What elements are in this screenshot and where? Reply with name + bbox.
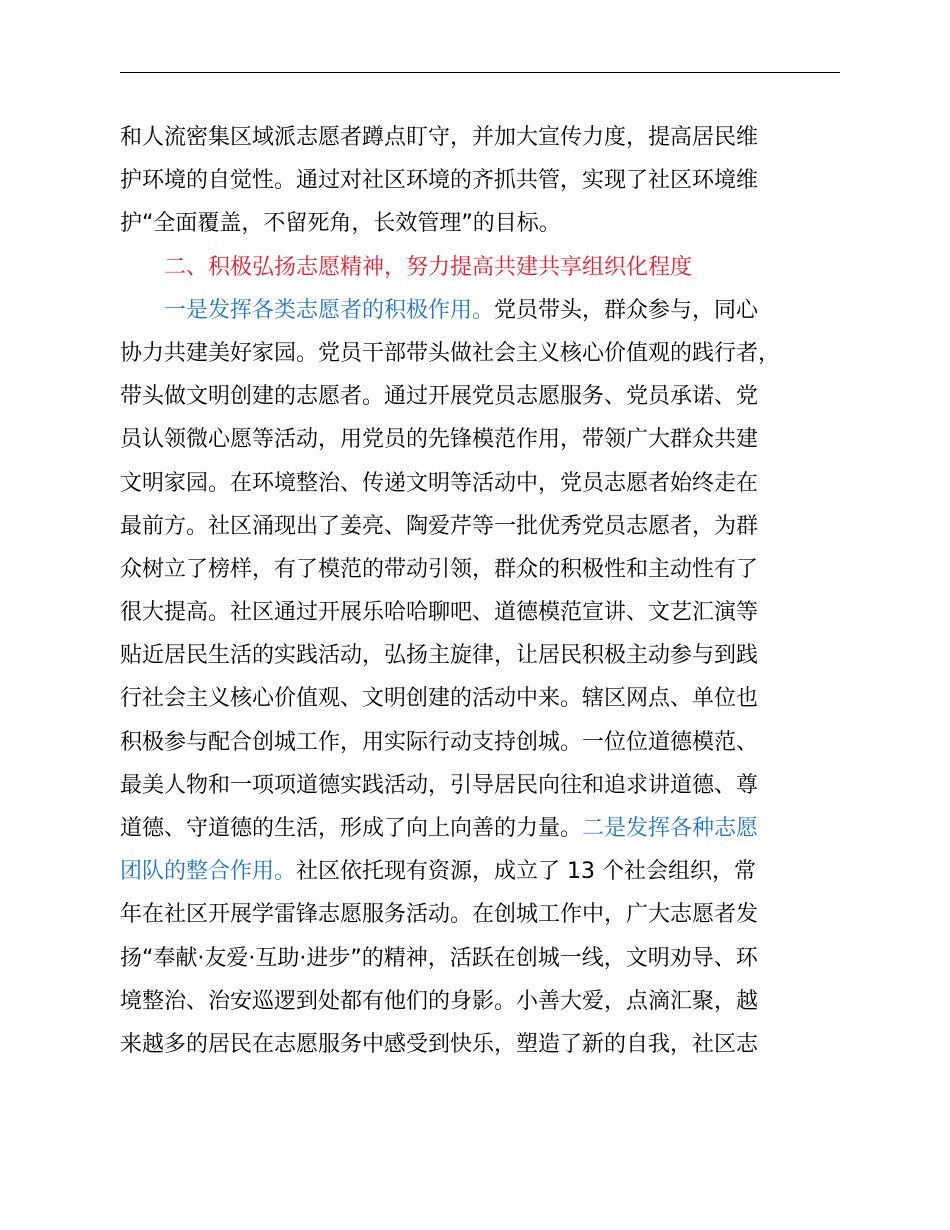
- highlight-text: 团队的整合作用。: [120, 859, 297, 885]
- paragraph-line: 最前方。社区涌现出了姜亮、陶爱芹等一批优秀党员志愿者，为群: [120, 513, 759, 539]
- header-rule: [120, 72, 840, 73]
- paragraph-line: 年在社区开展学雷锋志愿服务活动。在创城工作中，广大志愿者发: [120, 902, 759, 928]
- paragraph-line: 扬“奉献·友爱·互助·进步”的精神，活跃在创城一线，文明劝导、环: [120, 945, 758, 971]
- highlight-text: 一是发挥各类志愿者的积极作用。: [164, 297, 495, 323]
- body-text: 社区依托现有资源，成立了 13 个社会组织，常: [296, 859, 756, 885]
- paragraph-line: [120, 289, 842, 332]
- paragraph-line: 最美人物和一项项道德实践活动，引导居民向往和追求讲道德、尊: [120, 772, 759, 798]
- section-heading: 二、积极弘扬志愿精神，努力提高共建共享组织化程度: [164, 254, 693, 280]
- paragraph-line: 境整治、治安巡逻到处都有他们的身影。小善大爱，点滴汇聚，越: [120, 988, 759, 1014]
- paragraph-line: 护“全面覆盖，不留死角，长效管理”的目标。: [120, 211, 561, 237]
- paragraph-line: 员认领微心愿等活动，用党员的先锋模范作用，带领广大群众共建: [120, 427, 759, 453]
- paragraph-line: 积极参与配合创城工作，用实际行动支持创城。一位位道德模范、: [120, 729, 759, 755]
- paragraph-line: 文明家园。在环境整治、传递文明等活动中，党员志愿者始终走在: [120, 470, 759, 496]
- paragraph-line: 很大提高。社区通过开展乐哈哈聊吧、道德模范宣讲、文艺汇演等: [120, 600, 759, 626]
- document-body: [120, 116, 842, 1066]
- paragraph-line: [120, 850, 842, 893]
- paragraph-line: 护环境的自觉性。通过对社区环境的齐抓共管，实现了社区环境维: [120, 168, 759, 194]
- paragraph-line: [120, 807, 842, 850]
- paragraph-line: 行社会主义核心价值观、文明创建的活动中来。辖区网点、单位也: [120, 686, 759, 712]
- paragraph-line: 来越多的居民在志愿服务中感受到快乐，塑造了新的自我，社区志: [120, 1031, 759, 1057]
- body-text: 道德、守道德的生活，形成了向上向善的力量。: [120, 816, 583, 841]
- paragraph-line: 协力共建美好家园。党员干部带头做社会主义核心价值观的践行者，: [120, 340, 781, 366]
- paragraph-line: 贴近居民生活的实践活动，弘扬主旋律，让居民积极主动参与到践: [120, 643, 759, 669]
- highlight-text: 二是发挥各种志愿: [582, 816, 759, 841]
- body-text: 党员带头，群众参与，同心: [494, 297, 759, 323]
- paragraph-line: 众树立了榜样，有了模范的带动引领，群众的积极性和主动性有了: [120, 556, 759, 582]
- paragraph-line: 带头做文明创建的志愿者。通过开展党员志愿服务、党员承诺、党: [120, 384, 759, 410]
- paragraph-line: 和人流密集区域派志愿者蹲点盯守，并加大宣传力度，提高居民维: [120, 125, 759, 150]
